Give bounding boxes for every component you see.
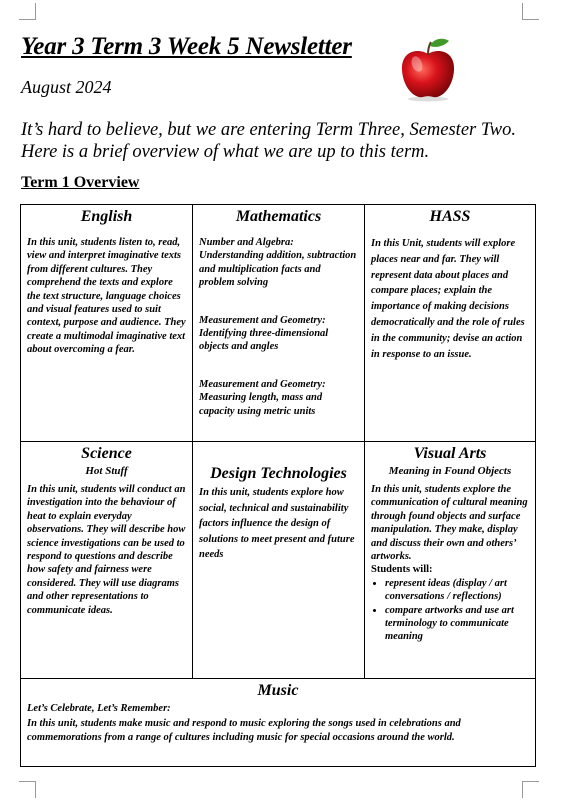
science-heading: Science bbox=[81, 445, 132, 462]
design-technologies-heading: Design Technologies bbox=[210, 465, 347, 482]
math-paragraph: Measurement and Geometry: Identifying three-dimensional objects and angles bbox=[199, 314, 329, 353]
science-text: In this unit, students will conduct an investigation into the behaviour of heat to explain everyday observations. They will describe how science investigations can be used to respond to questions and describe how safety and fairness were considered. They will use diagrams and other representations to communicate ideas. bbox=[27, 484, 186, 616]
science-subheading: Hot Stuff bbox=[85, 465, 128, 477]
visual-arts-cell bbox=[365, 442, 535, 678]
crop-mark-bottom-left bbox=[19, 781, 36, 798]
visual-arts-subheading: Meaning in Found Objects bbox=[388, 465, 512, 477]
newsletter-date: August 2024 bbox=[21, 77, 112, 97]
intro-text: It’s hard to believe, but we are entering Term Three, Semester Two. Here is a brief overview of what we are up to this term. bbox=[21, 120, 516, 162]
music-text: In this unit, students make music and respond to music exploring the songs used in celebrations and commemorations from a range of cultures including music for special occasions around the world. bbox=[27, 718, 461, 743]
hass-cell bbox=[365, 205, 535, 441]
crop-mark-top-right bbox=[522, 3, 539, 20]
overview-table bbox=[20, 204, 536, 767]
list-item: • compare artworks and use art terminology to communicate meaning bbox=[385, 604, 529, 644]
visual-arts-text: In this unit, students explore the communication of cultural meaning through found objects and surface manipulation. They make, display and discuss their own and others’ artworks. bbox=[371, 484, 528, 563]
design-technologies-cell bbox=[193, 442, 364, 678]
apple-icon bbox=[395, 36, 461, 102]
mathematics-cell bbox=[193, 205, 364, 441]
math-paragraph: Measurement and Geometry: Measuring length, mass and capacity using metric units bbox=[199, 378, 326, 417]
mathematics-heading: Mathematics bbox=[235, 208, 322, 225]
visual-arts-list-intro: Students will: bbox=[371, 564, 433, 576]
music-heading: Music bbox=[257, 682, 299, 699]
hass-text: In this Unit, students will explore places near and far. They will represent data about places and compare places; explain the importance of making decisions democratically and the role of rules in the community; devise an action in response to an issue. bbox=[371, 238, 525, 360]
list-item: • represent ideas (display / art conversations / reflections) bbox=[385, 577, 529, 604]
crop-mark-top-left bbox=[19, 3, 36, 20]
visual-arts-heading: Visual Arts bbox=[413, 445, 487, 462]
science-cell bbox=[21, 442, 192, 678]
music-subheading: Let’s Celebrate, Let’s Remember: bbox=[27, 703, 171, 714]
music-cell bbox=[21, 679, 535, 766]
english-text: In this unit, students listen to, read, view and interpret imaginative texts from different cultures. They comprehend the texts and explore the text structure, language choices and visual features used to suit context, purpose and audience. They create a multimodal imaginative text about overcoming a fear. bbox=[27, 237, 186, 356]
design-technologies-text: In this unit, students explore how social, technical and sustainability factors influence the design of solutions to meet present and future needs bbox=[199, 487, 355, 561]
section-title: Term 1 Overview bbox=[21, 174, 140, 191]
math-paragraph: Number and Algebra: Understanding addition, subtraction and multiplication facts and problem solving bbox=[199, 237, 357, 289]
newsletter-title: Year 3 Term 3 Week 5 Newsletter bbox=[21, 33, 352, 60]
english-cell bbox=[21, 205, 192, 441]
crop-mark-bottom-right bbox=[522, 781, 539, 798]
english-heading: English bbox=[80, 208, 133, 225]
hass-heading: HASS bbox=[429, 208, 471, 225]
